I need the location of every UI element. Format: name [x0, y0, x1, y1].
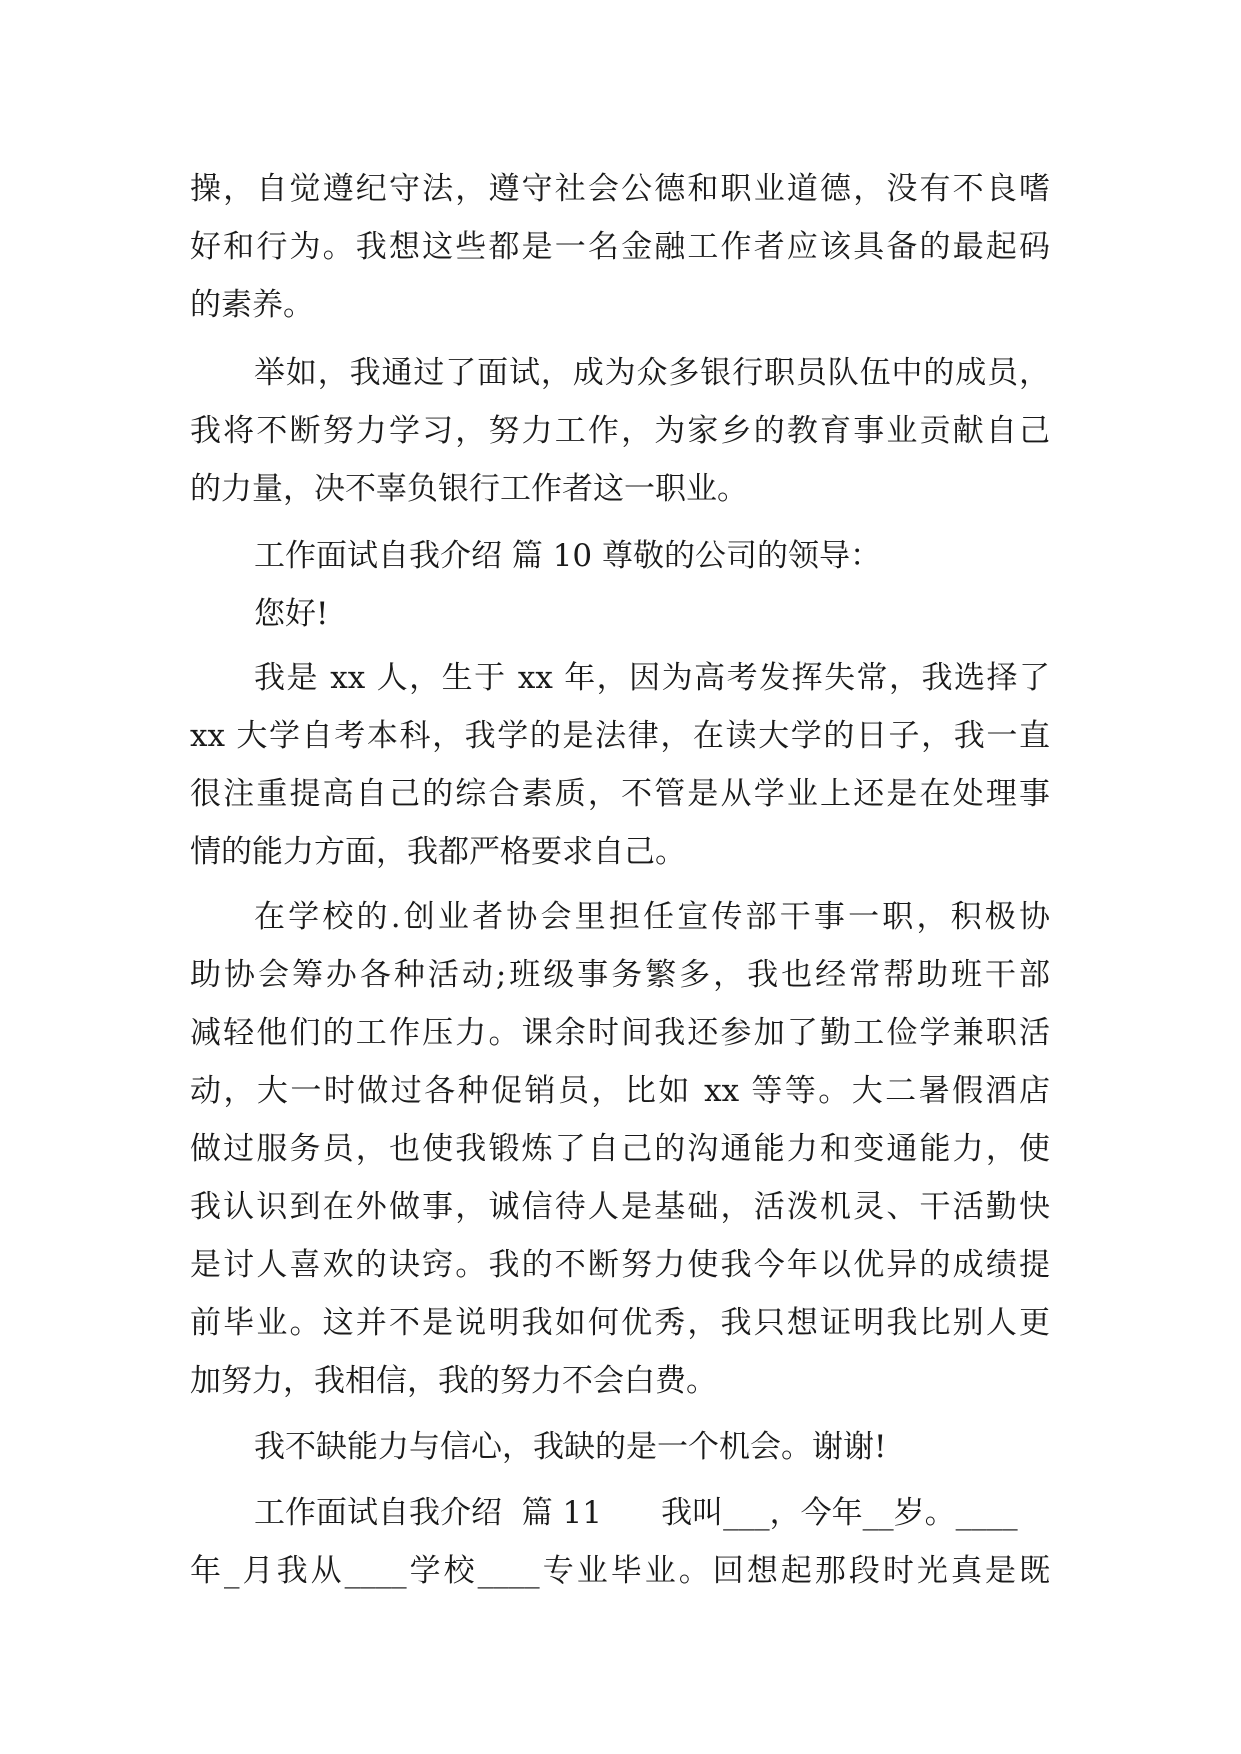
text-line: 助协会筹办各种活动;班级事务繁多，我也经常帮助班干部 — [190, 957, 1050, 993]
text-line: 在学校的.创业者协会里担任宣传部干事一职，积极协 — [254, 899, 1050, 935]
text-line: 是讨人喜欢的诀窍。我的不断努力使我今年以优异的成绩提 — [190, 1247, 1050, 1283]
text-line: 我不缺能力与信心，我缺的是一个机会。谢谢! — [254, 1429, 887, 1465]
text-line: 减轻他们的工作压力。课余时间我还参加了勤工俭学兼职活 — [190, 1015, 1050, 1051]
text-line: 我是 xx 人，生于 xx 年，因为高考发挥失常，我选择了 — [254, 660, 1050, 696]
text-line: 加努力，我相信，我的努力不会白费。 — [190, 1363, 717, 1399]
text-line: 前毕业。这并不是说明我如何优秀，我只想证明我比别人更 — [190, 1305, 1050, 1341]
text-line: 很注重提高自己的综合素质，不管是从学业上还是在处理事 — [190, 776, 1050, 812]
text-line: 我认识到在外做事，诚信待人是基础，活泼机灵、干活勤快 — [190, 1189, 1050, 1225]
text-line: 情的能力方面，我都严格要求自己。 — [190, 834, 686, 870]
text-line: 的素养。 — [190, 287, 314, 323]
text-line: 的力量，决不辜负银行工作者这一职业。 — [190, 471, 748, 507]
text-line: 举如，我通过了面试，成为众多银行职员队伍中的成员， — [254, 355, 1050, 391]
text-line: xx 大学自考本科，我学的是法律，在读大学的日子，我一直 — [190, 718, 1050, 754]
text-line: 操，自觉遵纪守法，遵守社会公德和职业道德，没有不良嗜 — [190, 171, 1050, 207]
text-line: 年_月我从____学校____专业毕业。回想起那段时光真是既 — [190, 1553, 1050, 1589]
section-heading: 工作面试自我介绍 篇 10 尊敬的公司的领导： — [254, 538, 882, 574]
text-line: 动，大一时做过各种促销员，比如 xx 等等。大二暑假酒店 — [190, 1073, 1050, 1109]
text-line: 好和行为。我想这些都是一名金融工作者应该具备的最起码 — [190, 229, 1050, 265]
text-line: 我将不断努力学习，努力工作，为家乡的教育事业贡献自己 — [190, 413, 1050, 449]
greeting: 您好! — [254, 596, 329, 632]
text-line: 做过服务员，也使我锻炼了自己的沟通能力和变通能力，使 — [190, 1131, 1050, 1167]
section-heading: 工作面试自我介绍 篇 11 我叫___，今年__岁。____ — [254, 1495, 1018, 1531]
